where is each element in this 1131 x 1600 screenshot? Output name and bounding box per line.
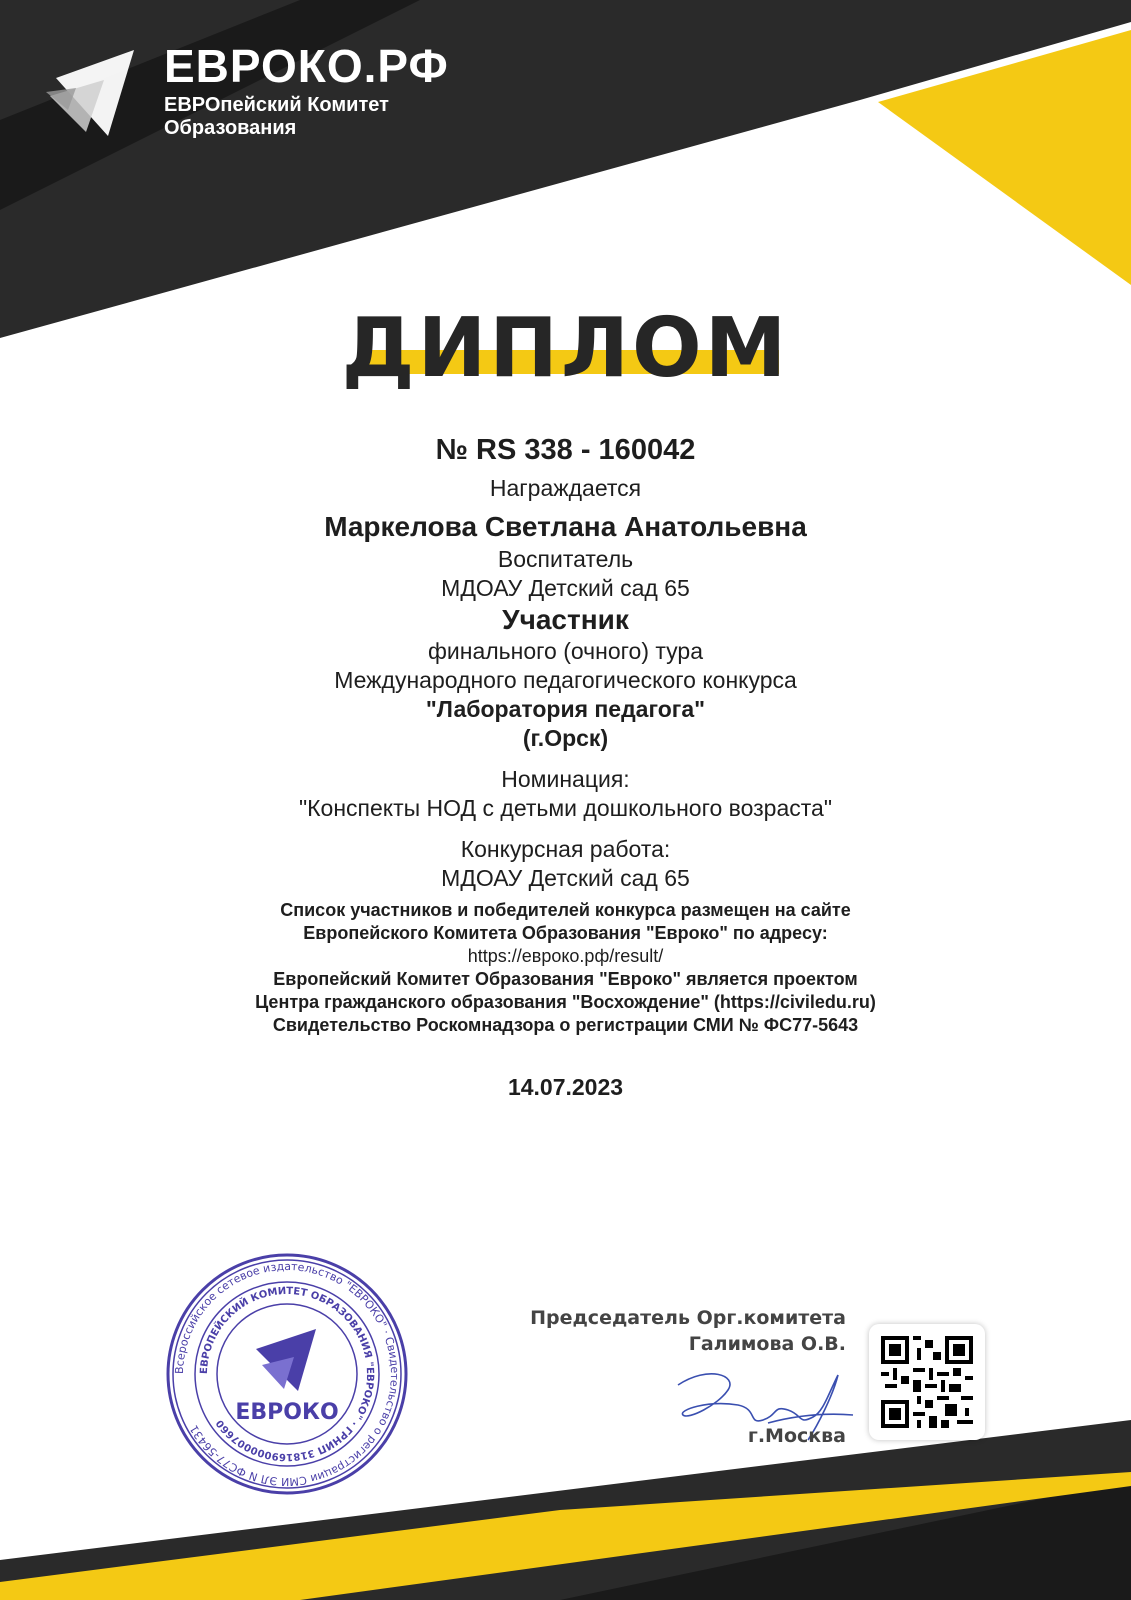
brand-name: ЕВРОКО.РФ: [164, 40, 449, 92]
diploma-content: [100, 432, 1031, 1037]
work-label: Конкурсная работа:: [460, 836, 671, 862]
organization-seal: [166, 1253, 408, 1495]
signer-name: Галимова О.В.: [688, 1333, 846, 1355]
brand-subtitle-1: ЕВРОпейский Комитет: [164, 94, 389, 116]
issue-date: 14.07.2023: [507, 1074, 624, 1100]
signature-block: [500, 1305, 846, 1357]
info-line: Европейского Комитета Образования "Евроко" по адресу:: [303, 923, 828, 943]
brand-block: [164, 40, 449, 140]
heading-block: [0, 301, 1131, 396]
work-value: МДОАУ Детский сад 65: [441, 865, 690, 891]
diploma-number: № RS 338 - 160042: [435, 434, 696, 466]
recipient-position: Воспитатель: [497, 546, 634, 572]
brand-subtitle-2: Образования: [164, 117, 297, 139]
recipient-name: Маркелова Светлана Анатольевна: [324, 511, 807, 542]
awarded-label: Награждается: [489, 475, 642, 501]
signer-title: Председатель Орг.комитета: [530, 1307, 846, 1329]
signer-city: г.Москва: [747, 1425, 846, 1447]
euroko-logo-icon: [46, 48, 136, 138]
info-line: Европейский Комитет Образования "Евроко" является проектом: [273, 969, 858, 989]
seal-inner-text: ЕВРОПЕЙСКИЙ КОМИТЕТ ОБРАЗОВАНИЯ "ЕВРОКО" · ГРНИП 318169000007660: [198, 1285, 376, 1463]
nomination-label: Номинация:: [501, 766, 630, 792]
info-line: Свидетельство Роскомнадзора о регистрации СМИ № ФС77-5643: [272, 1015, 859, 1035]
award-title: Участник: [502, 604, 629, 635]
contest-title: "Лаборатория педагога": [425, 696, 706, 722]
qr-code-icon: [881, 1336, 973, 1428]
results-link[interactable]: https://евроко.рф/result/: [467, 946, 664, 966]
document-heading: ДИПЛОМ: [341, 301, 790, 396]
nomination-value: "Конспекты НОД с детьми дошкольного возраста": [298, 795, 833, 821]
contest-city: (г.Орск): [522, 725, 609, 751]
contest-round: финального (очного) тура: [428, 638, 703, 664]
qr-code[interactable]: [869, 1324, 985, 1440]
recipient-organization: МДОАУ Детский сад 65: [441, 575, 690, 601]
contest-name: Международного педагогического конкурса: [334, 667, 797, 693]
info-line: Центра гражданского образования "Восхождение" (https://civiledu.ru): [255, 992, 876, 1012]
seal-outer-text: Всероссийское сетевое издательство "ЕВРОКО" · Свидетельство о регистрации СМИ ЭЛ N ФС77-56431: [172, 1259, 402, 1489]
seal-center-text: ЕВРОКО: [235, 1400, 339, 1425]
info-line: Список участников и победителей конкурса размещен на сайте: [280, 900, 851, 920]
